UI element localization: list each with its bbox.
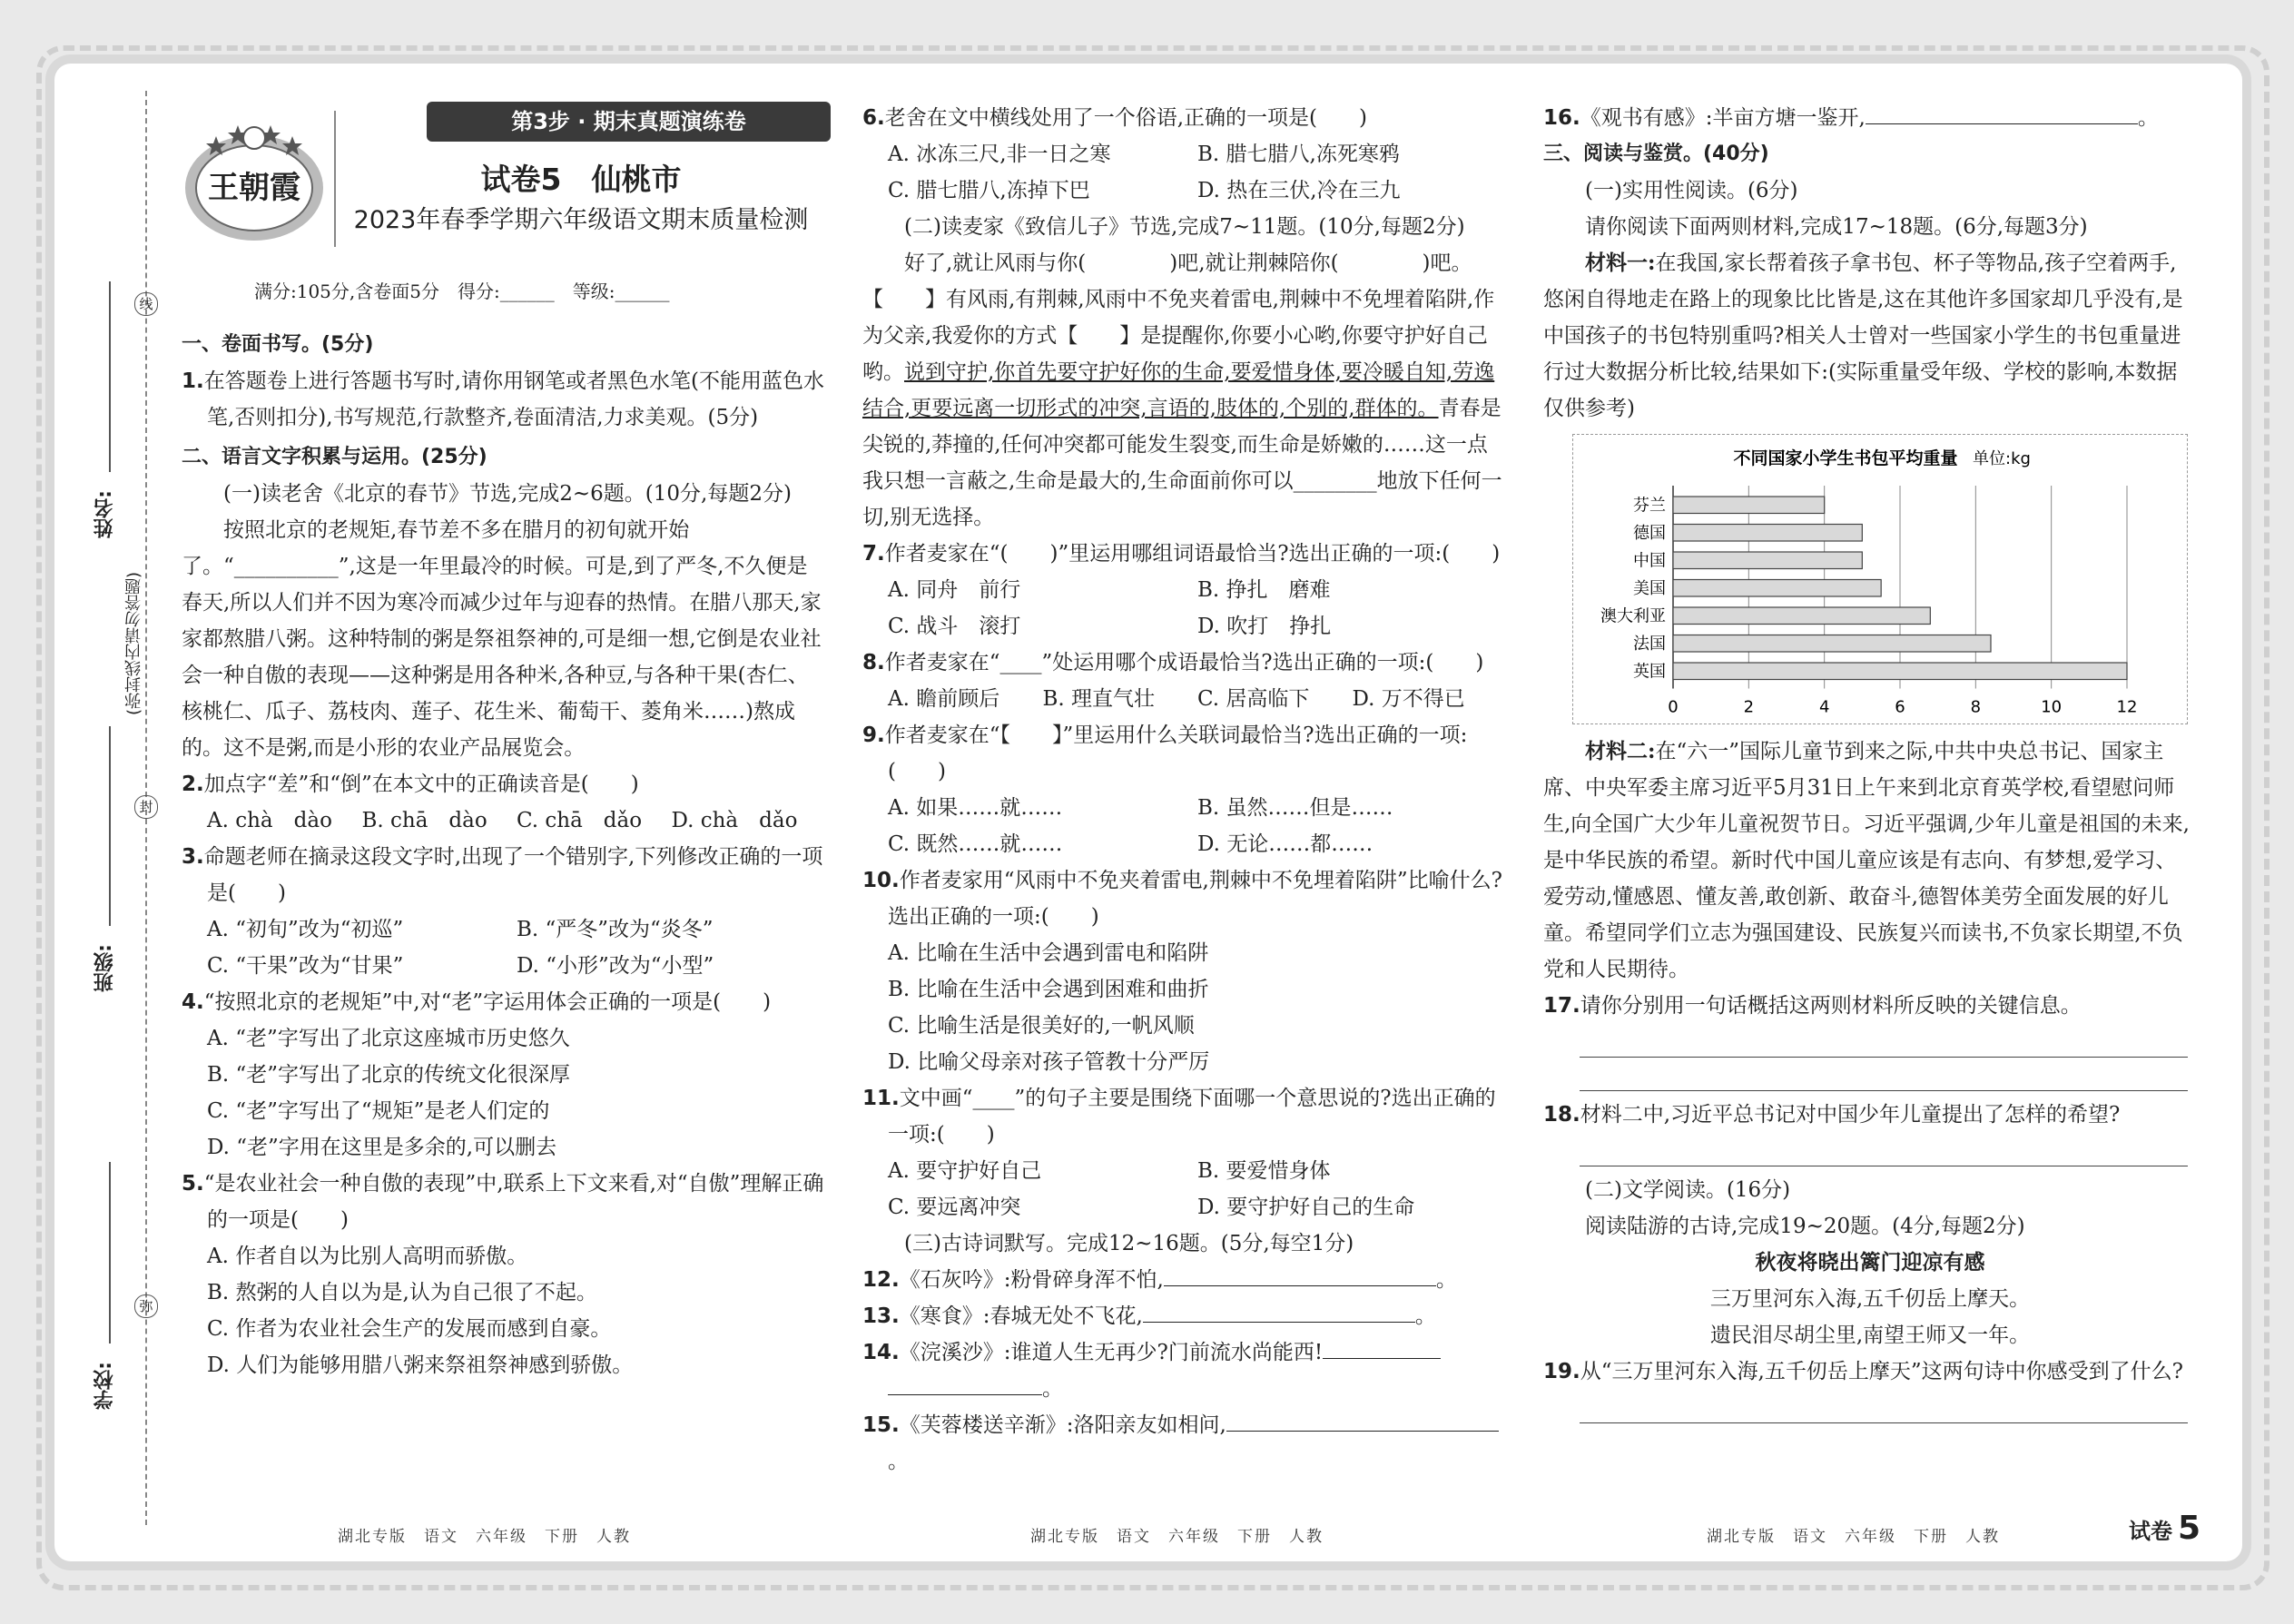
option[interactable]: A. 如果……就…… [888, 796, 1063, 820]
question-17: 17.请你分别用一句话概括这两则材料所反映的关键信息。 [1543, 994, 2082, 1018]
underlined-sentence: 说到守护,你首先要守护好你的生命,要爱惜身体,要冷暖自知,劳逸结合,更要远离一切形式的冲突,言语的,肢体的,个别的,群体的。 [862, 360, 1495, 420]
answer-line[interactable] [1580, 1390, 2188, 1423]
seal-note: (弥封线内请勿答题) [124, 572, 143, 716]
subsection-heading: (三)古诗词默写。完成12~16题。(5分,每空1分) [904, 1232, 1354, 1255]
bar-中国 [1673, 552, 1862, 569]
option[interactable]: C. “老”字写出了“规矩”是老人们定的 [207, 1099, 550, 1123]
option[interactable]: B. 理直气壮 [1042, 687, 1156, 711]
question-16: 16.《观书有感》:半亩方塘一鉴开, 。 [1543, 100, 2197, 136]
option[interactable]: D. 要守护好自己的生命 [1197, 1196, 1415, 1219]
question-6: 6.老舍在文中横线处用了一个俗语,正确的一项是( ) [862, 106, 1368, 130]
bar-美国 [1673, 580, 1881, 597]
publisher-logo [182, 111, 327, 247]
instruction-text: 阅读陆游的古诗,完成19~20题。(4分,每题2分) [1585, 1215, 2025, 1238]
x-tick-label: 4 [1818, 697, 1830, 717]
category-label: 德国 [1633, 523, 1666, 543]
question-15: 15.《芙蓉楼送辛渐》:洛阳亲友如相问,。 [862, 1407, 1507, 1480]
option[interactable]: B. 要爱惜身体 [1197, 1159, 1331, 1183]
footer-text: 湖北专版 语文 六年级 下册 人教 [1030, 1528, 1324, 1546]
name-line [109, 281, 111, 472]
bar-chart [1572, 434, 2188, 724]
question-7-options [862, 572, 1507, 608]
class-line [109, 726, 111, 926]
option[interactable]: C. 要远离冲突 [888, 1196, 1021, 1219]
option[interactable]: D. “老”字用在这里是多余的,可以删去 [207, 1136, 557, 1159]
category-label: 法国 [1633, 634, 1666, 654]
score-line: 满分:105分,含卷面5分 得分:______ 等级:______ [254, 281, 670, 302]
question-6-options [862, 172, 1507, 209]
question-18: 18.材料二中,习近平总书记对中国少年儿童提出了怎样的希望? [1543, 1103, 2121, 1127]
category-label: 英国 [1633, 662, 1666, 682]
option[interactable]: B. “严冬”改为“炎冬” [517, 918, 714, 941]
poem-title: 秋夜将晓出篱门迎凉有感 [1755, 1251, 1985, 1275]
question-9: 9.作者麦家在“【 】”里运用什么关联词最恰当?选出正确的一项:( ) [862, 723, 1468, 783]
bar-英国 [1673, 663, 2127, 680]
option[interactable]: A. “初旬”改为“初巡” [207, 918, 404, 941]
footer-text: 湖北专版 语文 六年级 下册 人教 [338, 1528, 631, 1546]
category-label: 美国 [1633, 578, 1666, 598]
answer-blank[interactable] [1164, 1262, 1436, 1286]
class-label: 班级: [94, 944, 116, 992]
question-1: 1.在答题卷上进行答题书写时,请你用钢笔或者黑色水笔(不能用蓝色水笔,否则扣分),书写规范,行款整齐,卷面清洁,力求美观。(5分) [182, 369, 825, 429]
passage-text: 按照北京的老规矩,春节差不多在腊月的初旬就开始了。“__________”,这是一年里最冷的时候。可是,到了严冬,不久便是春天,所以人们并不因为寒冷而减少过年与迎春的热情。在腊八那天,家家都熬腊八粥。这种特制的粥是祭祖祭神的,可是细一想,它倒是农业社会一种自傲的表现——这种粥是用各种米,各种豆,与各种干果(杏仁、核桃仁、瓜子、荔枝肉、莲子、花生米、葡萄干、菱角米……)熬成的。这不是粥,而是小形的农业产品展览会。 [182, 518, 822, 760]
option[interactable]: D. 万不得已 [1352, 687, 1465, 711]
x-tick-label: 0 [1668, 697, 1679, 717]
question-3: 3.命题老师在摘录这段文字时,出现了一个错别字,下列修改正确的一项是( ) [182, 845, 823, 905]
option[interactable]: A. 要守护好自己 [888, 1159, 1042, 1183]
question-10: 10.作者麦家用“风雨中不免夹着雷电,荆棘中不免埋着陷阱”比喻什么?选出正确的一项:( ) [862, 869, 1502, 929]
question-11-options [862, 1189, 1507, 1225]
material-1: 材料一:在我国,家长帮着孩子拿书包、杯子等物品,孩子空着两手,悠闲自得地走在路上的现象比比皆是,这在其他许多国家却几乎没有,是中国孩子的书包特别重吗?相关人士曾对一些国家小学生的书包重量进行过大数据分析比较,结果如下:(实际重量受年级、学校的影响,本数据仅供参考) [1543, 251, 2183, 420]
option[interactable]: B. 腊七腊八,冻死寒鸦 [1197, 143, 1400, 166]
question-13: 13.《寒食》:春城无处不飞花, 。 [862, 1298, 1507, 1334]
answer-line[interactable] [1580, 1024, 2188, 1058]
question-7: 7.作者麦家在“( )”里运用哪组词语最恰当?选出正确的一项:( ) [862, 542, 1501, 566]
option[interactable]: D. 人们为能够用腊八粥来祭祖祭神感到骄傲。 [207, 1353, 634, 1377]
category-label: 中国 [1633, 551, 1666, 571]
paper-title: 试卷5 仙桃市 [480, 162, 682, 197]
option[interactable]: C. 作者为农业社会生产的发展而感到自豪。 [207, 1317, 612, 1341]
option[interactable]: C. chā dǎo [517, 809, 643, 832]
option[interactable]: A. 冰冻三尺,非一日之寒 [888, 143, 1111, 166]
instruction-text: 请你阅读下面两则材料,完成17~18题。(6分,每题3分) [1585, 215, 2088, 239]
option[interactable]: C. 比喻生活是很美好的,一帆风顺 [888, 1014, 1195, 1038]
question-9-options [862, 826, 1507, 862]
option[interactable]: D. 比喻父母亲对孩子管教十分严厉 [888, 1050, 1210, 1074]
option[interactable]: C. 战斗 滚打 [888, 615, 1021, 638]
answer-blank[interactable] [1323, 1334, 1441, 1359]
chart-canvas [1573, 435, 2163, 718]
answer-line[interactable] [1580, 1133, 2188, 1166]
option[interactable]: B. 挣扎 磨难 [1197, 578, 1331, 602]
subsection-heading: (一)读老舍《北京的春节》节选,完成2~6题。(10分,每题2分) [223, 482, 792, 506]
passage-text: 好了,就让风雨与你( )吧,就让荆棘陪你( )吧。【 】有风雨,有荆棘,风雨中不免夹着雷电,荆棘中不免埋着陷阱,作为父亲,我爱你的方式【 】是提醒你,你要小心哟,你要守护好自己哟。说到守护,你首先要守护好你的生命,要爱惜身体,要冷暖自知,劳逸结合,更要远离一切形式的冲突,言语的,肢体的,个别的,群体的。青春是尖锐的,莽撞的,任何冲突都可能发生裂变,而生命是娇嫩的……这一点我只想一言蔽之,生命是最大的,生命面前你可以________地放下任何一切,别无选择。 [862, 251, 1502, 529]
question-19: 19.从“三万里河东入海,五千仞岳上摩天”这两句诗中你感受到了什么? [1543, 1360, 2183, 1383]
question-5: 5.“是农业社会一种自傲的表现”中,联系上下文来看,对“自傲”理解正确的一项是( ) [182, 1172, 824, 1232]
footer-text: 湖北专版 语文 六年级 下册 人教 [1707, 1528, 2000, 1546]
subsection-heading: (二)文学阅读。(16分) [1585, 1178, 1791, 1202]
name-label: 姓名: [94, 490, 116, 538]
question-3-options [182, 948, 826, 984]
section-heading: 三、阅读与鉴赏。(40分) [1543, 143, 1769, 165]
option[interactable]: D. 无论……都…… [1197, 832, 1373, 856]
option[interactable]: A. 作者自以为比别人高明而骄傲。 [207, 1245, 528, 1268]
x-tick-label: 12 [2116, 697, 2138, 717]
poem-line: 三万里河东入海,五千仞岳上摩天。 [1709, 1287, 2031, 1311]
seal-mark-feng: 封 [134, 795, 158, 819]
option[interactable]: A. 同舟 前行 [888, 578, 1021, 602]
section-heading: 二、语言文字积累与运用。(25分) [182, 446, 487, 468]
step-banner: 第3步 · 期末真题演练卷 [427, 102, 831, 142]
option[interactable]: B. 熬粥的人自以为是,认为自己很了不起。 [207, 1281, 597, 1304]
question-2: 2.加点字“差”和“倒”在本文中的正确读音是( ) [182, 773, 639, 796]
option[interactable]: A. 瞻前顾后 [888, 687, 1000, 711]
x-tick-label: 6 [1895, 697, 1905, 717]
question-8: 8.作者麦家在“____”处运用哪个成语最恰当?选出正确的一项:( ) [862, 651, 1484, 674]
question-12: 12.《石灰吟》:粉骨碎身浑不怕, 。 [862, 1262, 1507, 1298]
column-1 [182, 327, 826, 1383]
option[interactable]: A. 比喻在生活中会遇到雷电和陷阱 [888, 941, 1209, 965]
option[interactable]: D. 热在三伏,冷在三九 [1197, 179, 1401, 202]
question-6-options [862, 136, 1507, 172]
bar-芬兰 [1673, 497, 1825, 514]
option[interactable]: C. “干果”改为“甘果” [207, 954, 404, 978]
option[interactable]: C. 腊七腊八,冻掉下巴 [888, 179, 1090, 202]
subsection-heading: (二)读麦家《致信儿子》节选,完成7~11题。(10分,每题2分) [904, 215, 1465, 239]
question-11-options [862, 1153, 1507, 1189]
logo-text: 王朝霞 [208, 170, 300, 206]
question-11: 11.文中画“____”的句子主要是围绕下面哪一个意思说的?选出正确的一项:( ) [862, 1087, 1496, 1147]
chart-unit: 单位:kg [1973, 449, 2031, 468]
poem-line: 遗民泪尽胡尘里,南望王师又一年。 [1709, 1324, 2031, 1347]
x-tick-label: 10 [2041, 697, 2063, 717]
seal-mark-mi: 弥 [134, 1294, 158, 1318]
question-4: 4.“按照北京的老规矩”中,对“老”字运用体会正确的一项是( ) [182, 990, 772, 1014]
option[interactable]: D. “小形”改为“小型” [517, 954, 714, 978]
answer-blank[interactable] [1226, 1407, 1499, 1432]
bar-澳大利亚 [1673, 607, 1930, 625]
question-14: 14.《浣溪沙》:谁道人生无再少?门前流水尚能西! 。 [862, 1334, 1507, 1407]
answer-line[interactable] [1580, 1058, 2188, 1091]
answer-blank[interactable] [1143, 1298, 1415, 1323]
material-2: 材料二:在“六一”国际儿童节到来之际,中共中央总书记、国家主席、中央军委主席习近平5月31日上午来到北京育英学校,看望慰问师生,向全国广大少年儿童祝贺节日。习近平强调,少年儿童是祖国的未来,是中华民族的希望。新时代中国儿童应该是有志向、有梦想,爱学习、爱劳动,懂感恩、懂友善,敢创新、敢奋斗,德智体美劳全面发展的好儿童。希望同学们立志为强国建设、民族复兴而读书,不负家长期望,不负党和人民期待。 [1543, 739, 2190, 981]
x-tick-label: 8 [1970, 697, 1982, 717]
option[interactable]: C. 居高临下 [1197, 687, 1310, 711]
answer-blank[interactable] [888, 1371, 1042, 1395]
chart-title: 不同国家小学生书包平均重量 [1733, 448, 1958, 468]
question-7-options [862, 608, 1507, 645]
option[interactable]: B. 比喻在生活中会遇到困难和曲折 [888, 978, 1209, 1001]
option[interactable]: B. 虽然……但是…… [1197, 796, 1393, 820]
category-label: 芬兰 [1633, 496, 1666, 516]
option[interactable]: D. chà dǎo [671, 809, 798, 832]
x-tick-label: 2 [1743, 697, 1755, 717]
section-heading: 一、卷面书写。(5分) [182, 333, 374, 356]
question-8-options [862, 681, 1507, 717]
bar-法国 [1673, 635, 1991, 653]
option[interactable]: B. chā dào [361, 809, 487, 832]
option[interactable]: D. 吹打 挣扎 [1197, 615, 1332, 638]
category-label: 澳大利亚 [1600, 606, 1666, 626]
option[interactable]: A. chà dào [207, 809, 332, 832]
option[interactable]: B. “老”字写出了北京的传统文化很深厚 [207, 1063, 571, 1087]
column-2 [862, 100, 1507, 1480]
subsection-heading: (一)实用性阅读。(6分) [1585, 179, 1798, 202]
answer-blank[interactable] [1866, 100, 2138, 124]
paper-subtitle: 2023年春季学期六年级语文期末质量检测 [353, 206, 809, 234]
question-9-options [862, 790, 1507, 826]
option[interactable]: A. “老”字写出了北京这座城市历史悠久 [207, 1027, 570, 1050]
question-2-options [182, 802, 826, 839]
page-number: 试卷 5 [2129, 1510, 2201, 1547]
seal-mark-xian: 线 [134, 292, 158, 316]
column-3 [1543, 100, 2197, 1423]
question-3-options [182, 911, 826, 948]
exam-header [182, 102, 828, 251]
option[interactable]: C. 既然……就…… [888, 832, 1063, 856]
school-label: 学校: [94, 1362, 116, 1410]
bar-德国 [1673, 525, 1862, 542]
school-line [109, 1162, 111, 1343]
